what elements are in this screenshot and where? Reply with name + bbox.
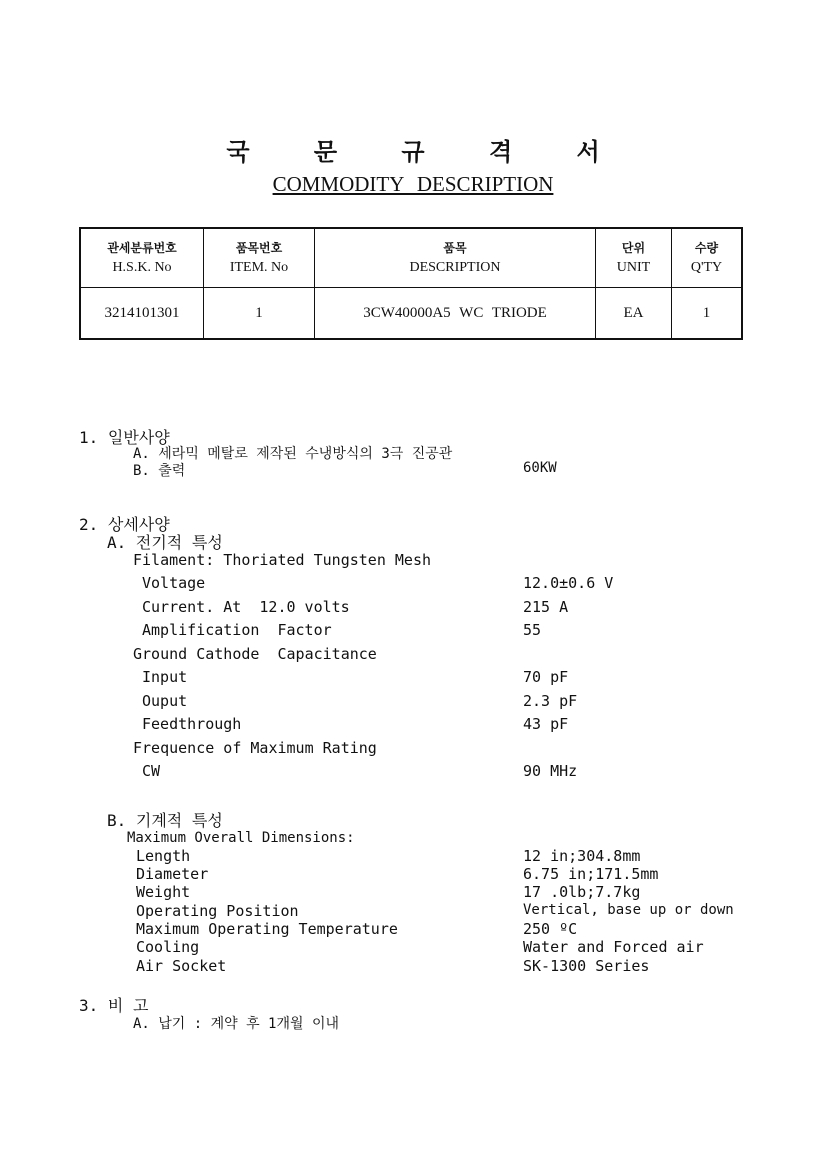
diameter-value: 6.75 in;171.5mm bbox=[523, 865, 659, 883]
weight-value: 17 .0lb;7.7kg bbox=[523, 883, 641, 901]
voltage-label: Voltage bbox=[142, 574, 206, 592]
document-title-korean: 국 문 규 격 서 bbox=[226, 137, 628, 166]
ground-cathode-label: Ground Cathode Capacitance bbox=[133, 645, 377, 663]
header-qty: 수량 Q'TY bbox=[672, 228, 743, 288]
cw-label: CW bbox=[142, 762, 161, 780]
cooling-value: Water and Forced air bbox=[523, 938, 704, 956]
frequency-label: Frequence of Maximum Rating bbox=[133, 739, 377, 757]
commodity-table bbox=[79, 227, 743, 340]
input-label: Input bbox=[142, 668, 188, 686]
amplification-value: 55 bbox=[523, 621, 542, 639]
section1-item-b-value: 60KW bbox=[523, 460, 557, 476]
dimensions-label: Maximum Overall Dimensions: bbox=[127, 830, 355, 846]
section1-item-b-label: B. 출력 bbox=[133, 463, 186, 479]
section2-a-heading: A. 전기적 특성 bbox=[107, 533, 223, 552]
max-temperature-label: Maximum Operating Temperature bbox=[136, 920, 398, 938]
cell-unit: EA bbox=[596, 288, 672, 340]
diameter-label: Diameter bbox=[136, 865, 209, 883]
table-header-row bbox=[80, 228, 742, 288]
section1-heading: 1. 일반사양 bbox=[79, 428, 170, 447]
section3-heading: 3. 비 고 bbox=[79, 996, 149, 1015]
length-label: Length bbox=[136, 847, 191, 865]
weight-label: Weight bbox=[136, 883, 191, 901]
cooling-label: Cooling bbox=[136, 938, 200, 956]
header-unit: 단위 UNIT bbox=[596, 228, 672, 288]
section1-item-a: A. 세라믹 메탈로 제작된 수냉방식의 3극 진공관 bbox=[133, 446, 453, 462]
cell-qty: 1 bbox=[672, 288, 743, 340]
operating-position-label: Operating Position bbox=[136, 902, 299, 920]
voltage-value: 12.0±0.6 V bbox=[523, 574, 614, 592]
section3-item-a: A. 납기 : 계약 후 1개월 이내 bbox=[133, 1016, 340, 1032]
input-value: 70 pF bbox=[523, 668, 569, 686]
cell-description: 3CW40000A5 WC TRIODE bbox=[315, 288, 596, 340]
filament-label: Filament: Thoriated Tungsten Mesh bbox=[133, 551, 432, 569]
cell-hsk: 3214101301 bbox=[80, 288, 204, 340]
feedthrough-value: 43 pF bbox=[523, 715, 569, 733]
operating-position-value: Vertical, base up or down bbox=[523, 902, 734, 918]
air-socket-label: Air Socket bbox=[136, 957, 227, 975]
section2-heading: 2. 상세사양 bbox=[79, 515, 170, 534]
section2-b-heading: B. 기계적 특성 bbox=[107, 811, 223, 830]
header-description: 품목 DESCRIPTION bbox=[315, 228, 596, 288]
amplification-label: Amplification Factor bbox=[142, 621, 332, 639]
cw-value: 90 MHz bbox=[523, 762, 578, 780]
air-socket-value: SK-1300 Series bbox=[523, 957, 650, 975]
output-value: 2.3 pF bbox=[523, 692, 578, 710]
header-hsk: 관세분류번호 H.S.K. No bbox=[80, 228, 204, 288]
output-label: Ouput bbox=[142, 692, 188, 710]
document-title-english: COMMODITY DESCRIPTION bbox=[272, 172, 554, 196]
current-value: 215 A bbox=[523, 598, 569, 616]
feedthrough-label: Feedthrough bbox=[142, 715, 242, 733]
table-row bbox=[80, 288, 742, 340]
length-value: 12 in;304.8mm bbox=[523, 847, 641, 865]
max-temperature-value: 250 ºC bbox=[523, 920, 578, 938]
current-label: Current. At 12.0 volts bbox=[142, 598, 350, 616]
header-item-no: 품목번호 ITEM. No bbox=[204, 228, 315, 288]
cell-item-no: 1 bbox=[204, 288, 315, 340]
